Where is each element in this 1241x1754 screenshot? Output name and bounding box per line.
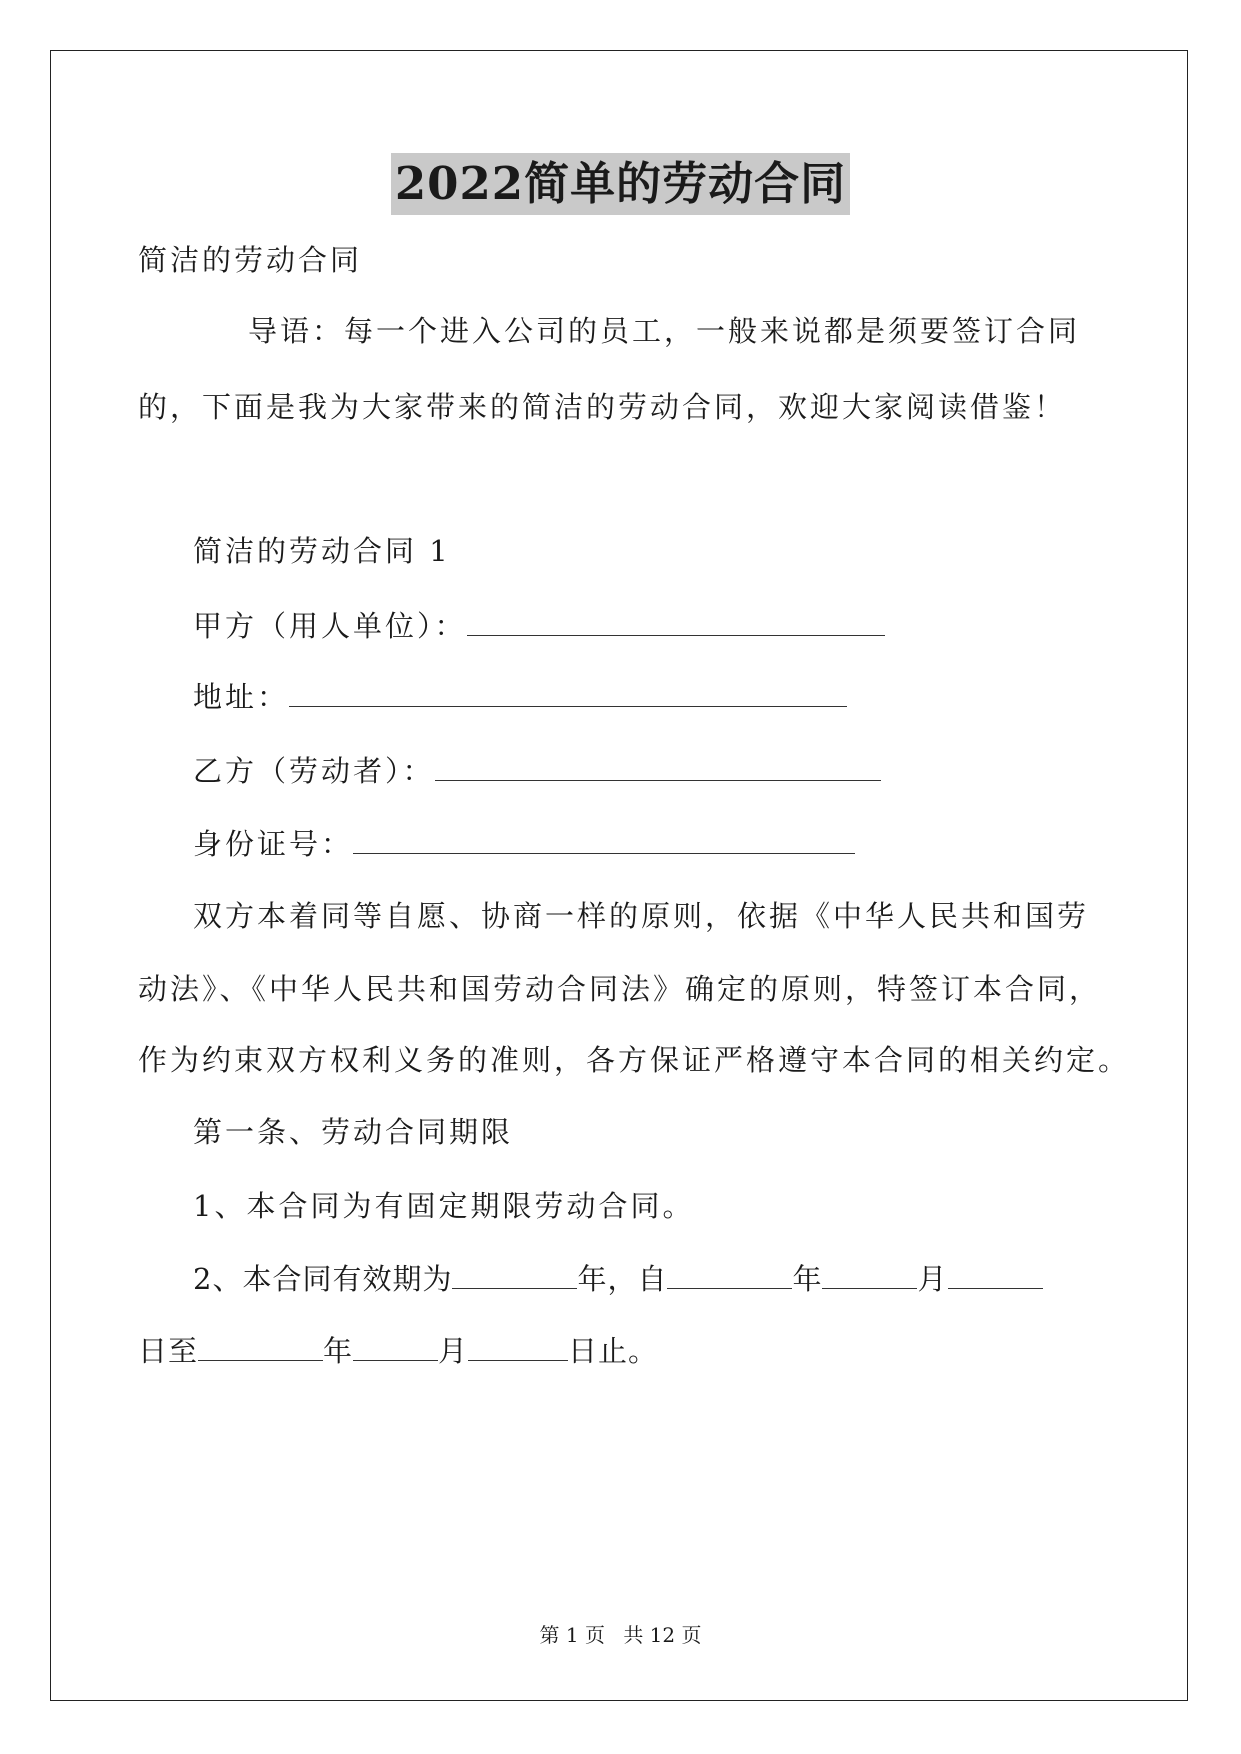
start-year-blank [667, 1258, 792, 1289]
title-container [0, 153, 1241, 215]
clause-2-prefix: 2、本合同有效期为 [193, 1262, 453, 1296]
clause-2-end: 日止。 [568, 1334, 659, 1368]
field-party-b-label: 乙方（劳动者）： [193, 754, 435, 788]
clause-2-year-from: 年，自 [577, 1262, 668, 1296]
field-address [193, 676, 847, 717]
intro-line-1: 导语：每一个进入公司的员工，一般来说都是须要签订合同 [248, 314, 1081, 348]
document-title: 2022简单的劳动合同 [391, 153, 850, 215]
field-party-a-label: 甲方（用人单位）： [193, 609, 467, 643]
clause-2-day-to: 日至 [138, 1334, 199, 1368]
page-total: 共 12 页 [623, 1623, 702, 1647]
page-footer [0, 1622, 1241, 1648]
clause-2-year: 年 [792, 1262, 823, 1296]
preamble-line-2: 动法》、《中华人民共和国劳动合同法》确定的原则，特签订本合同， [138, 972, 1102, 1006]
end-month-blank [353, 1330, 438, 1361]
preamble-line-1: 双方本着同等自愿、协商一样的原则，依据《中华人民共和国劳 [193, 899, 1090, 933]
start-month-blank [822, 1258, 917, 1289]
field-id-number [193, 823, 855, 864]
field-id-number-label: 身份证号： [193, 827, 354, 861]
end-day-blank [468, 1330, 568, 1361]
clause-2-year2: 年 [323, 1334, 354, 1368]
field-address-label: 地址： [193, 680, 290, 714]
article-1-heading: 第一条、劳动合同期限 [193, 1115, 514, 1149]
field-party-b [193, 750, 881, 791]
end-year-blank [198, 1330, 323, 1361]
clause-2-month: 月 [917, 1262, 948, 1296]
subtitle: 简洁的劳动合同 [138, 243, 363, 277]
clause-1: 1、本合同为有固定期限劳动合同。 [193, 1189, 695, 1223]
intro-line-2: 的，下面是我为大家带来的简洁的劳动合同，欢迎大家阅读借鉴！ [138, 390, 1067, 424]
page-number: 第 1 页 [539, 1623, 605, 1647]
clause-2-line-2 [138, 1330, 658, 1371]
page-border [50, 50, 1188, 1701]
clause-2-line-1 [193, 1258, 1043, 1299]
address-blank [289, 676, 847, 707]
party-b-blank [435, 750, 881, 781]
id-number-blank [353, 823, 855, 854]
start-day-blank [948, 1258, 1043, 1289]
clause-2-month2: 月 [438, 1334, 469, 1368]
party-a-blank [467, 605, 885, 636]
section-heading: 简洁的劳动合同 1 [193, 534, 451, 568]
field-party-a [193, 605, 885, 646]
preamble-line-3: 作为约束双方权利义务的准则，各方保证严格遵守本合同的相关约定。 [138, 1043, 1131, 1077]
term-years-blank [452, 1258, 577, 1289]
